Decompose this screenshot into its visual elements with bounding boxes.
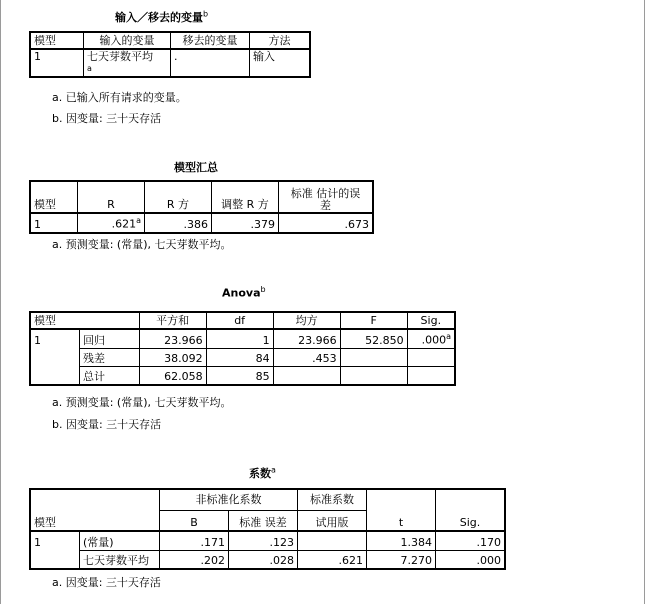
coef-cell-sig-0: .170 xyxy=(436,531,506,550)
coef-group-std: 标准系数 xyxy=(298,489,367,510)
anova-header-ss: 平方和 xyxy=(139,312,206,329)
anova-cell-df-1: 84 xyxy=(206,348,273,366)
summary-cell-adj-r2: .379 xyxy=(212,213,279,233)
anova-cell-ms-1: .453 xyxy=(273,348,340,366)
summary-cell-model: 1 xyxy=(30,213,78,233)
anova-label-total: 总计 xyxy=(80,366,140,385)
coef-cell-b-0: .171 xyxy=(160,531,229,550)
coef-label-constant: (常量) xyxy=(80,531,160,550)
anova-table xyxy=(29,311,456,386)
anova-cell-sig-0 xyxy=(407,329,455,348)
coef-header-b: B xyxy=(160,510,229,531)
summary-cell-r2: .386 xyxy=(145,213,212,233)
anova-table-title xyxy=(222,285,266,300)
coef-title-sup: a xyxy=(271,465,276,475)
anova-cell-df-0: 1 xyxy=(206,329,273,348)
summary-cell-se: .673 xyxy=(279,213,374,233)
coef-cell-model-1 xyxy=(30,550,80,569)
coef-cell-b-1: .202 xyxy=(160,550,229,569)
vars-cell-method: 输入 xyxy=(250,49,311,77)
coef-cell-t-0: 1.384 xyxy=(367,531,436,550)
coef-header-sig: Sig. xyxy=(436,489,506,531)
summary-cell-r xyxy=(78,213,145,233)
coef-header-t: t xyxy=(367,489,436,531)
summary-header-r: R xyxy=(78,181,145,213)
vars-table-title xyxy=(115,9,208,25)
anova-cell-ss-0: 23.966 xyxy=(139,329,206,348)
anova-footnote-a: a. 预测变量: (常量), 七天芽数平均。 xyxy=(52,396,232,409)
coef-cell-se-1: .028 xyxy=(229,550,298,569)
anova-footnote-b: b. 因变量: 三十天存活 xyxy=(52,418,162,431)
anova-sig-value: .000 xyxy=(421,333,447,347)
summary-footnote-a: a. 预测变量: (常量), 七天芽数平均。 xyxy=(52,238,232,251)
anova-cell-model-1 xyxy=(30,348,80,366)
coef-cell-t-1: 7.270 xyxy=(367,550,436,569)
vars-header-model: 模型 xyxy=(30,32,84,49)
anova-header-ms: 均方 xyxy=(273,312,340,329)
vars-cell-removed: . xyxy=(171,49,250,77)
anova-title-text: Anova xyxy=(222,286,261,300)
summary-table-title: 模型汇总 xyxy=(174,161,218,174)
vars-title-sup: b xyxy=(203,9,209,19)
coef-group-unstd: 非标准化系数 xyxy=(160,489,298,510)
anova-label-regression: 回归 xyxy=(80,329,140,348)
coef-header-model: 模型 xyxy=(30,489,160,531)
vars-cell-entered xyxy=(84,49,171,77)
anova-cell-df-2: 85 xyxy=(206,366,273,385)
coef-header-beta: 试用版 xyxy=(298,510,367,531)
anova-header-f: F xyxy=(340,312,407,329)
anova-cell-model-2 xyxy=(30,366,80,385)
summary-table xyxy=(29,180,374,234)
vars-cell-model: 1 xyxy=(30,49,84,77)
anova-cell-ms-0: 23.966 xyxy=(273,329,340,348)
anova-cell-sig-2 xyxy=(407,366,455,385)
coef-footnote-a: a. 因变量: 三十天存活 xyxy=(52,576,161,589)
anova-header-sig: Sig. xyxy=(407,312,455,329)
anova-cell-model: 1 xyxy=(30,329,80,348)
anova-cell-sig-1 xyxy=(407,348,455,366)
vars-title-text: 输入／移去的变量 xyxy=(115,11,203,24)
anova-title-sup: b xyxy=(260,285,266,294)
coef-cell-se-0: .123 xyxy=(229,531,298,550)
summary-header-se-line1: 标准 估计的误 xyxy=(290,187,361,200)
vars-entered-sup: a xyxy=(87,64,92,73)
summary-header-model: 模型 xyxy=(30,181,78,213)
coef-table xyxy=(29,488,506,570)
vars-table xyxy=(29,31,311,78)
anova-header-df: df xyxy=(206,312,273,329)
vars-footnote-a: a. 已输入所有请求的变量。 xyxy=(52,91,187,104)
anova-cell-f-0: 52.850 xyxy=(340,329,407,348)
vars-entered-text: 七天芽数平均 xyxy=(87,50,153,63)
anova-cell-ss-2: 62.058 xyxy=(139,366,206,385)
anova-cell-f-1 xyxy=(340,348,407,366)
anova-header-model: 模型 xyxy=(30,312,139,329)
coef-label-predictor: 七天芽数平均 xyxy=(80,550,160,569)
anova-sig-sup: a xyxy=(446,332,451,341)
left-border xyxy=(0,0,1,604)
vars-header-entered: 输入的变量 xyxy=(84,32,171,49)
vars-header-method: 方法 xyxy=(250,32,311,49)
anova-label-residual: 残差 xyxy=(80,348,140,366)
summary-header-se xyxy=(279,181,374,213)
coef-cell-model: 1 xyxy=(30,531,80,550)
coef-cell-beta-1: .621 xyxy=(298,550,367,569)
summary-header-se-line2: 差 xyxy=(320,199,331,212)
anova-cell-f-2 xyxy=(340,366,407,385)
coef-header-se: 标准 误差 xyxy=(229,510,298,531)
anova-cell-ss-1: 38.092 xyxy=(139,348,206,366)
summary-r-sup: a xyxy=(136,216,141,225)
coef-cell-sig-1: .000 xyxy=(436,550,506,569)
vars-footnote-b: b. 因变量: 三十天存活 xyxy=(52,112,162,125)
coef-table-title xyxy=(249,465,276,481)
coef-title-text: 系数 xyxy=(249,467,271,480)
summary-r-value: .621 xyxy=(111,217,137,231)
coef-cell-beta-0 xyxy=(298,531,367,550)
summary-header-adj-r2: 调整 R 方 xyxy=(212,181,279,213)
anova-cell-ms-2 xyxy=(273,366,340,385)
vars-header-removed: 移去的变量 xyxy=(171,32,250,49)
summary-header-r2: R 方 xyxy=(145,181,212,213)
